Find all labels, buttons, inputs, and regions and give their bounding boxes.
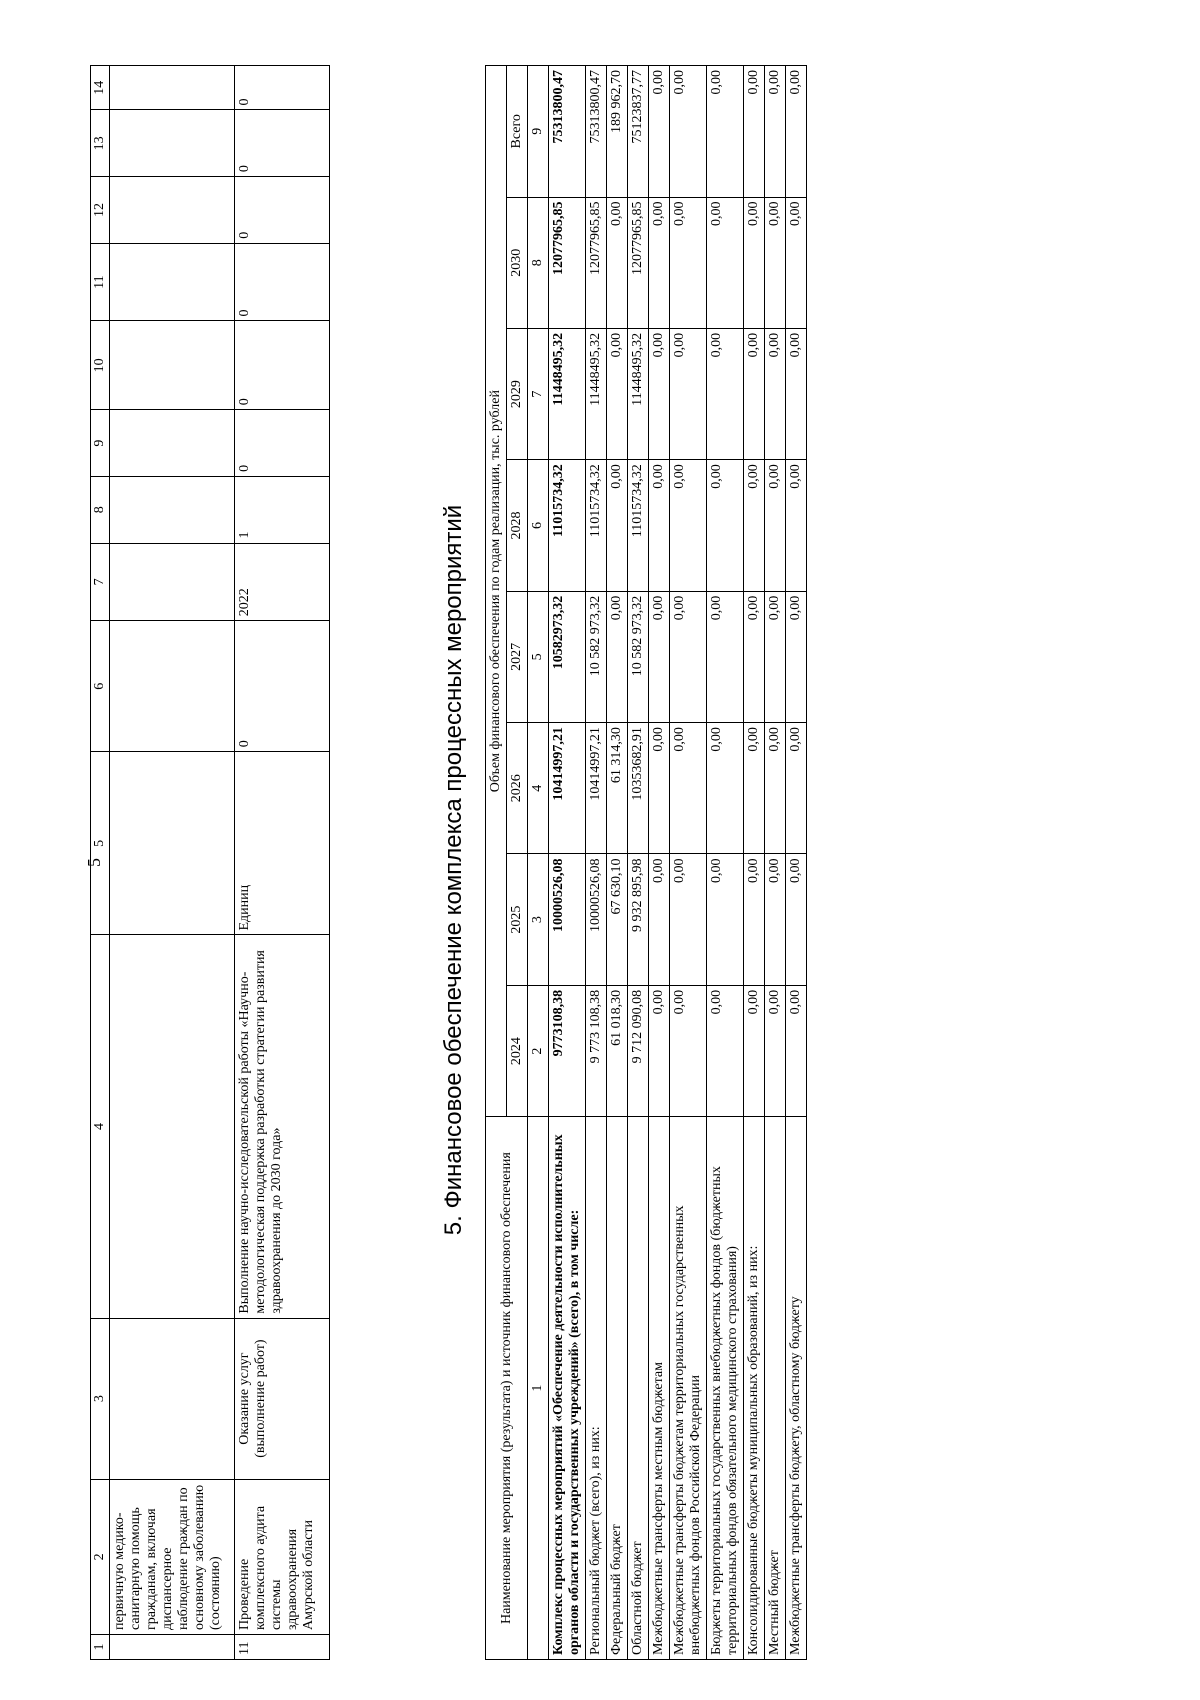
cell xyxy=(110,66,235,111)
cell: 0 xyxy=(235,110,330,177)
amount-cell: 10000526,08 xyxy=(586,854,607,985)
amount-cell: 0,00 xyxy=(744,197,765,328)
rotated-page xyxy=(0,60,1050,1680)
amount-cell: 0,00 xyxy=(765,460,786,591)
amount-cell: 0,00 xyxy=(607,197,628,328)
amount-cell: 0,00 xyxy=(744,854,765,985)
amount-cell: 11448495,32 xyxy=(586,328,607,459)
amount-cell: 0,00 xyxy=(765,854,786,985)
source-name: Региональный бюджет (всего), из них: xyxy=(586,1117,607,1660)
amount-cell: 0,00 xyxy=(670,985,707,1116)
header-cell: 6 xyxy=(91,621,110,752)
cell xyxy=(110,243,235,321)
finance-body xyxy=(549,66,807,1660)
amount-cell: 11448495,32 xyxy=(628,328,649,459)
cell xyxy=(110,1318,235,1479)
header-cell: 10 xyxy=(91,321,110,410)
amount-cell: 0,00 xyxy=(786,591,807,722)
amount-cell: 0,00 xyxy=(786,328,807,459)
table-row xyxy=(765,66,786,1660)
amount-cell: 0,00 xyxy=(649,197,670,328)
amount-cell: 0,00 xyxy=(607,591,628,722)
header-cell: 1 xyxy=(91,1635,110,1660)
amount-cell: 189 962,70 xyxy=(607,66,628,198)
amount-cell: 0,00 xyxy=(707,66,744,198)
cell: первичную медико-санитарную помощь гражданам, включая диспансерное наблюдение граждан по основному заболеванию (состоянию) xyxy=(110,1479,235,1634)
col-number: 7 xyxy=(528,328,549,459)
cell: Выполнение научно-исследовательской работы «Научно-методологическая поддержка разработки стратегии развития здравоохранения до 2030 года» xyxy=(235,935,330,1318)
cell xyxy=(110,935,235,1318)
year-header: Всего xyxy=(507,66,528,198)
cell xyxy=(110,321,235,410)
amount-cell: 12077965,85 xyxy=(549,197,586,328)
amount-cell: 0,00 xyxy=(670,591,707,722)
activities-table xyxy=(90,65,330,1660)
cell: 11 xyxy=(235,1635,330,1660)
activities-header-row xyxy=(91,66,110,1660)
source-name: Областной бюджет xyxy=(628,1117,649,1660)
header-cell: 11 xyxy=(91,243,110,321)
year-header: 2026 xyxy=(507,723,528,854)
amount-cell: 0,00 xyxy=(786,723,807,854)
amount-cell: 10414997,21 xyxy=(549,723,586,854)
amount-cell: 0,00 xyxy=(744,591,765,722)
col-number: 3 xyxy=(528,854,549,985)
source-name: Бюджеты территориальных государственных внебюджетных фондов (бюджетных территориальных фондов обязательного медицинского страхования) xyxy=(707,1117,744,1660)
amount-cell: 0,00 xyxy=(649,985,670,1116)
cell: 0 xyxy=(235,410,330,477)
source-name: Межбюджетные трансферты местным бюджетам xyxy=(649,1117,670,1660)
cell: Проведение комплексного аудита системы здравоохранения Амурской области xyxy=(235,1479,330,1634)
cell xyxy=(110,752,235,935)
amount-cell: 0,00 xyxy=(765,66,786,198)
amount-cell: 12077965,85 xyxy=(586,197,607,328)
amount-cell: 75313800,47 xyxy=(586,66,607,198)
amount-cell: 10 582 973,32 xyxy=(628,591,649,722)
amount-cell: 0,00 xyxy=(765,197,786,328)
col-number: 1 xyxy=(528,1117,549,1660)
cell xyxy=(110,410,235,477)
cell: 0 xyxy=(235,243,330,321)
amount-cell: 61 314,30 xyxy=(607,723,628,854)
amount-cell: 0,00 xyxy=(707,197,744,328)
amount-cell: 0,00 xyxy=(707,985,744,1116)
table-row xyxy=(110,66,235,1660)
amount-cell: 0,00 xyxy=(744,985,765,1116)
source-name: Местный бюджет xyxy=(765,1117,786,1660)
table-row xyxy=(586,66,607,1660)
amount-cell: 10 582 973,32 xyxy=(586,591,607,722)
amount-cell: 10582973,32 xyxy=(549,591,586,722)
amount-cell: 0,00 xyxy=(765,591,786,722)
amount-cell: 0,00 xyxy=(670,460,707,591)
amount-cell: 11015734,32 xyxy=(549,460,586,591)
amount-cell: 10000526,08 xyxy=(549,854,586,985)
header-cell: 14 xyxy=(91,66,110,111)
header-cell: 8 xyxy=(91,476,110,543)
table-row xyxy=(707,66,744,1660)
amount-cell: 11448495,32 xyxy=(549,328,586,459)
amount-cell: 0,00 xyxy=(649,723,670,854)
amount-cell: 0,00 xyxy=(786,197,807,328)
amount-cell: 0,00 xyxy=(765,328,786,459)
amount-cell: 0,00 xyxy=(607,460,628,591)
amount-cell: 0,00 xyxy=(670,328,707,459)
year-header: 2030 xyxy=(507,197,528,328)
year-header: 2024 xyxy=(507,985,528,1116)
cell xyxy=(110,110,235,177)
col-number: 6 xyxy=(528,460,549,591)
header-cell: 12 xyxy=(91,177,110,244)
col-number: 8 xyxy=(528,197,549,328)
amount-cell: 0,00 xyxy=(649,854,670,985)
amount-cell: 0,00 xyxy=(707,854,744,985)
cell: Оказание услуг (выполнение работ) xyxy=(235,1318,330,1479)
table-row xyxy=(670,66,707,1660)
table-row xyxy=(628,66,649,1660)
cell xyxy=(110,621,235,752)
cell: 0 xyxy=(235,66,330,111)
cell: 2022 xyxy=(235,543,330,621)
amount-cell: 0,00 xyxy=(607,328,628,459)
amount-cell: 0,00 xyxy=(786,460,807,591)
finance-header-row xyxy=(486,66,507,1660)
table-row xyxy=(549,66,586,1660)
amount-cell: 0,00 xyxy=(649,66,670,198)
table-row xyxy=(744,66,765,1660)
amount-cell: 0,00 xyxy=(649,591,670,722)
year-header: 2028 xyxy=(507,460,528,591)
source-name: Федеральный бюджет xyxy=(607,1117,628,1660)
header-cell: 5 xyxy=(91,752,110,935)
cell xyxy=(110,177,235,244)
amount-cell: 0,00 xyxy=(786,985,807,1116)
header-cell: 7 xyxy=(91,543,110,621)
cell xyxy=(110,543,235,621)
amount-cell: 0,00 xyxy=(786,854,807,985)
amount-cell: 9 932 895,98 xyxy=(628,854,649,985)
volume-header: Объем финансового обеспечения по годам реализации, тыс. рублей xyxy=(486,66,507,1117)
table-row xyxy=(649,66,670,1660)
cell: 1 xyxy=(235,476,330,543)
source-name: Межбюджетные трансферты бюджету, областному бюджету xyxy=(786,1117,807,1660)
amount-cell: 9 712 090,08 xyxy=(628,985,649,1116)
header-cell: 3 xyxy=(91,1318,110,1479)
source-name: Консолидированные бюджеты муниципальных образований, из них: xyxy=(744,1117,765,1660)
cell xyxy=(110,476,235,543)
amount-cell: 0,00 xyxy=(670,197,707,328)
amount-cell: 0,00 xyxy=(670,66,707,198)
source-name: Комплекс процессных мероприятий «Обеспечение деятельности исполнительных органов области и государственных учреждений» (всего), в том числе: xyxy=(549,1117,586,1660)
amount-cell: 0,00 xyxy=(649,460,670,591)
header-cell: 13 xyxy=(91,110,110,177)
amount-cell: 11015734,32 xyxy=(586,460,607,591)
amount-cell: 61 018,30 xyxy=(607,985,628,1116)
amount-cell: 11015734,32 xyxy=(628,460,649,591)
section-title: 5. Финансовое обеспечение комплекса процессных мероприятий xyxy=(440,504,467,1236)
table-row xyxy=(235,66,330,1660)
amount-cell: 0,00 xyxy=(744,66,765,198)
col-number: 9 xyxy=(528,66,549,198)
col-number: 2 xyxy=(528,985,549,1116)
amount-cell: 0,00 xyxy=(649,328,670,459)
cell: Единиц xyxy=(235,752,330,935)
finance-table xyxy=(485,65,807,1660)
amount-cell: 0,00 xyxy=(707,460,744,591)
amount-cell: 12077965,85 xyxy=(628,197,649,328)
amount-cell: 10353682,91 xyxy=(628,723,649,854)
cell: 0 xyxy=(235,621,330,752)
amount-cell: 0,00 xyxy=(744,723,765,854)
amount-cell: 9 773 108,38 xyxy=(586,985,607,1116)
cell: 0 xyxy=(235,177,330,244)
amount-cell: 9773108,38 xyxy=(549,985,586,1116)
column-numbers-row xyxy=(528,66,549,1660)
amount-cell: 0,00 xyxy=(670,723,707,854)
amount-cell: 0,00 xyxy=(786,66,807,198)
amount-cell: 75123837,77 xyxy=(628,66,649,198)
header-cell: 2 xyxy=(91,1479,110,1634)
table-row xyxy=(786,66,807,1660)
source-name: Межбюджетные трансферты бюджетам территориальных государственных внебюджетных фондов Российской Федерации xyxy=(670,1117,707,1660)
amount-cell: 0,00 xyxy=(744,328,765,459)
amount-cell: 75313800,47 xyxy=(549,66,586,198)
amount-cell: 0,00 xyxy=(707,591,744,722)
year-header: 2029 xyxy=(507,328,528,459)
year-header: 2025 xyxy=(507,854,528,985)
page-number: 5 xyxy=(84,858,104,867)
amount-cell: 0,00 xyxy=(707,723,744,854)
header-cell: 4 xyxy=(91,935,110,1318)
name-header: Наименование мероприятия (результата) и источник финансового обеспечения xyxy=(486,1117,528,1660)
table-row xyxy=(607,66,628,1660)
year-header: 2027 xyxy=(507,591,528,722)
amount-cell: 0,00 xyxy=(707,328,744,459)
amount-cell: 0,00 xyxy=(670,854,707,985)
amount-cell: 0,00 xyxy=(765,723,786,854)
col-number: 4 xyxy=(528,723,549,854)
amount-cell: 0,00 xyxy=(765,985,786,1116)
cell: 0 xyxy=(235,321,330,410)
amount-cell: 67 630,10 xyxy=(607,854,628,985)
header-cell: 9 xyxy=(91,410,110,477)
amount-cell: 10414997,21 xyxy=(586,723,607,854)
col-number: 5 xyxy=(528,591,549,722)
cell xyxy=(110,1635,235,1660)
amount-cell: 0,00 xyxy=(744,460,765,591)
